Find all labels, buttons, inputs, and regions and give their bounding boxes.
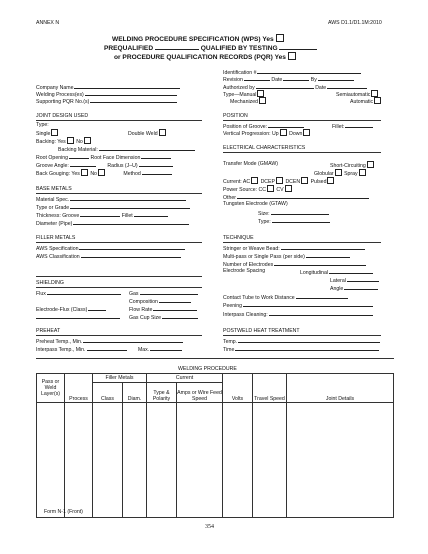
automatic-row: Automatic xyxy=(350,97,382,105)
thickness-groove-field[interactable] xyxy=(80,211,120,217)
back-gouging-method-field[interactable] xyxy=(142,169,172,175)
material-spec-field[interactable] xyxy=(70,195,186,201)
class-cell[interactable] xyxy=(93,403,123,518)
automatic-checkbox[interactable] xyxy=(374,97,381,104)
other-field[interactable] xyxy=(237,193,369,199)
tungsten-size-field[interactable] xyxy=(271,209,329,215)
pwht-rule xyxy=(223,335,381,336)
identification-row: Identification # xyxy=(223,68,361,76)
thickness-row: Thickness: Groove Fillet xyxy=(36,211,168,219)
groove-angle-field[interactable] xyxy=(70,161,96,167)
base-metals-rule xyxy=(36,193,202,194)
process-header: Process xyxy=(65,374,93,403)
position-rule xyxy=(223,120,381,121)
gas-cup-size-row: Gas Cup Size xyxy=(129,313,198,321)
backing-yes-checkbox[interactable] xyxy=(67,137,74,144)
title-line-1: WELDING PROCEDURE SPECIFICATION (WPS) Yes xyxy=(112,34,284,44)
multipass-field[interactable] xyxy=(306,252,350,258)
pass-or-weld-header: Pass or Weld Layer(s) xyxy=(37,374,65,403)
tungsten-type-field[interactable] xyxy=(272,217,330,223)
pwht-time-field[interactable] xyxy=(235,345,379,351)
gas-row: Gas xyxy=(129,289,198,297)
peening-row: Peening xyxy=(223,301,373,309)
shielding-rule xyxy=(36,287,202,288)
composition-row: Composition xyxy=(129,297,191,305)
form-label: Form N-1 (Front) xyxy=(44,509,83,515)
revision-date-field[interactable] xyxy=(283,75,309,81)
interpass-cleaning-row: Interpass Cleaning: xyxy=(223,310,373,318)
qualified-by-testing-field[interactable] xyxy=(279,43,317,50)
pulsed-checkbox[interactable] xyxy=(327,177,334,184)
preheat-temp-row: Preheat Temp., Min. xyxy=(36,337,183,345)
pqr-yes-checkbox[interactable] xyxy=(288,52,296,60)
single-row: Single xyxy=(36,129,59,137)
dcep-checkbox[interactable] xyxy=(276,177,283,184)
annex-label: ANNEX N xyxy=(36,20,60,26)
backing-material-row: Backing Material: xyxy=(58,145,195,153)
short-circuiting-checkbox[interactable] xyxy=(367,161,374,168)
multipass-row: Multi-pass or Single Pass (per side) xyxy=(223,252,350,260)
root-opening-field[interactable] xyxy=(69,153,89,159)
revision-field[interactable] xyxy=(244,75,270,81)
position-heading: POSITION xyxy=(223,113,248,119)
joint-design-rule xyxy=(36,120,202,121)
thickness-fillet-field[interactable] xyxy=(134,211,168,217)
joint-details-header: Joint Details xyxy=(287,374,394,403)
interpass-max-field[interactable] xyxy=(150,345,182,351)
filler-metals-header: Filler Metals xyxy=(93,374,147,383)
flux-field[interactable] xyxy=(47,289,121,295)
semiautomatic-checkbox[interactable] xyxy=(371,90,378,97)
gas-field[interactable] xyxy=(140,289,198,295)
amps-wire-header: Amps or Wire Feed Speed xyxy=(177,383,223,403)
power-source-row: Power Source: CC CV xyxy=(223,185,293,193)
root-face-field[interactable] xyxy=(141,153,171,159)
groove-angle-row: Groove Angle: Radius (J–U) xyxy=(36,161,173,169)
double-weld-checkbox[interactable] xyxy=(159,129,166,136)
angle-row: Angle xyxy=(330,284,378,292)
amps-wire-cell[interactable] xyxy=(177,403,223,518)
root-opening-row: Root Opening Root Face Dimension xyxy=(36,153,171,161)
globular-spray-row: Globular Spray xyxy=(314,169,367,177)
welding-procedure-table xyxy=(36,373,394,518)
filler-metals-heading: FILLER METALS xyxy=(36,235,76,241)
shielding-heading: SHIELDING xyxy=(36,280,64,286)
double-weld-row: Double Weld xyxy=(128,129,167,137)
diameter-row: Diameter (Pipe) xyxy=(36,219,189,227)
flow-rate-field[interactable] xyxy=(153,305,197,311)
type-grade-field[interactable] xyxy=(70,203,190,209)
travel-speed-cell[interactable] xyxy=(253,403,287,518)
flux-row: Flux xyxy=(36,289,121,297)
num-electrodes-row: Number of Electrodes xyxy=(223,260,366,268)
technique-heading: TECHNIQUE xyxy=(223,235,254,241)
backing-material-field[interactable] xyxy=(99,145,195,151)
type-polarity-header: Type & Polarity xyxy=(147,383,177,403)
identification-field[interactable] xyxy=(257,68,361,74)
backing-row: Backing: Yes No xyxy=(36,137,92,145)
title-line-3: or PROCEDURE QUALIFICATION RECORDS (PQR) Yes xyxy=(114,52,296,62)
interpass-cleaning-field[interactable] xyxy=(269,310,373,316)
composition-field[interactable] xyxy=(159,297,191,303)
aws-class-row: AWS Classification xyxy=(36,252,181,260)
authorized-date-field[interactable] xyxy=(327,83,367,89)
num-electrodes-field[interactable] xyxy=(274,260,366,266)
volts-header: Volts xyxy=(223,374,253,403)
filler-metals-rule xyxy=(36,242,202,243)
contact-tube-field[interactable] xyxy=(296,293,348,299)
down-checkbox[interactable] xyxy=(303,129,310,136)
electrode-flux-row: Electrode-Flux (Class) xyxy=(36,305,106,313)
supporting-pqr-row: Supporting PQR No.(s) xyxy=(36,97,177,105)
title-line-2: PREQUALIFIED QUALIFIED BY TESTING xyxy=(104,43,317,53)
groove-position-row: Position of Groove: xyxy=(223,122,304,130)
transfer-mode-label: Transfer Mode (GMAW) xyxy=(223,161,278,167)
electrode-flux-extra-field[interactable] xyxy=(36,313,120,319)
longitudinal-row: Longitudinal xyxy=(300,268,373,276)
tungsten-label: Tungsten Electrode (GTAW) xyxy=(223,201,288,207)
welding-procedure-title: WELDING PROCEDURE xyxy=(178,366,237,372)
preheat-temp-field[interactable] xyxy=(83,337,183,343)
authorized-by-field[interactable] xyxy=(256,83,314,89)
fillet-position-field[interactable] xyxy=(345,122,373,128)
type-polarity-cell[interactable] xyxy=(147,403,177,518)
page-number: 354 xyxy=(205,524,214,530)
globular-checkbox[interactable] xyxy=(335,169,342,176)
manual-checkbox[interactable] xyxy=(257,90,264,97)
tungsten-type-row: Type: xyxy=(258,217,330,225)
electrical-rule xyxy=(223,152,381,153)
electrical-heading: ELECTRICAL CHARACTERISTICS xyxy=(223,145,306,151)
mechanized-row: Mechanized xyxy=(230,97,267,105)
travel-speed-header: Travel Speed xyxy=(253,374,287,403)
pass-cell[interactable] xyxy=(37,403,65,518)
type-manual-row: Type—Manual xyxy=(223,90,265,98)
longitudinal-field[interactable] xyxy=(329,268,373,274)
joint-design-heading: JOINT DESIGN USED xyxy=(36,113,89,119)
vertical-progression-row: Vertical Progression: Up Down xyxy=(223,129,311,137)
company-name-field[interactable] xyxy=(74,83,180,89)
back-gouging-row: Back Gouging: Yes No Method xyxy=(36,169,172,177)
joint-type-label: Type: xyxy=(36,122,49,128)
interpass-temp-row: Interpass Temp., Min. Max. xyxy=(36,345,182,353)
pwht-temp-field[interactable] xyxy=(238,337,380,343)
ac-checkbox[interactable] xyxy=(251,177,258,184)
groove-position-field[interactable] xyxy=(268,122,304,128)
prequalified-field[interactable] xyxy=(155,43,199,50)
standard-label: AWS D1.1/D1.1M:2010 xyxy=(328,20,382,26)
preheat-heading: PREHEAT xyxy=(36,328,61,334)
aws-spec-row: AWS Specification xyxy=(36,244,185,252)
pwht-time-row: Time xyxy=(223,345,379,353)
joint-details-cell[interactable] xyxy=(287,403,394,518)
semiautomatic-row: Semiautomatic xyxy=(336,90,379,98)
angle-field[interactable] xyxy=(344,284,378,290)
current-header: Current xyxy=(147,374,223,383)
spray-checkbox[interactable] xyxy=(359,169,366,176)
current-row: Current: AC DCEP DCEN Pulsed xyxy=(223,177,335,185)
other-row: Other xyxy=(223,193,369,201)
cc-checkbox[interactable] xyxy=(267,185,274,192)
diameter-field[interactable] xyxy=(73,219,189,225)
dcen-checkbox[interactable] xyxy=(301,177,308,184)
welding-processes-row: Welding Process(es) xyxy=(36,90,177,98)
up-checkbox[interactable] xyxy=(280,129,287,136)
authorized-row: Authorized by Date xyxy=(223,83,367,91)
material-spec-row: Material Spec. xyxy=(36,195,186,203)
volts-cell[interactable] xyxy=(223,403,253,518)
revision-by-field[interactable] xyxy=(318,75,354,81)
table-top-rule xyxy=(36,358,394,359)
electrode-flux-extra-row xyxy=(36,313,120,321)
pwht-heading: POSTWELD HEAT TREATMENT xyxy=(223,328,300,334)
mechanized-checkbox[interactable] xyxy=(259,97,266,104)
preheat-rule xyxy=(36,335,202,336)
peening-field[interactable] xyxy=(243,301,373,307)
stringer-field[interactable] xyxy=(281,244,365,250)
radius-field[interactable] xyxy=(139,161,173,167)
flow-rate-row: Flow Rate xyxy=(129,305,197,313)
diam-header: Diam. xyxy=(123,383,147,403)
gas-cup-size-field[interactable] xyxy=(162,313,198,319)
supporting-pqr-field[interactable] xyxy=(90,97,177,103)
type-grade-row: Type or Grade xyxy=(36,203,190,211)
electrode-spacing-label: Electrode Spacing xyxy=(223,268,266,274)
fillet-position-row: Fillet: xyxy=(332,122,373,130)
interpass-temp-field[interactable] xyxy=(87,345,127,351)
backing-no-checkbox[interactable] xyxy=(84,137,91,144)
stringer-row: Stringer or Weave Bead: xyxy=(223,244,365,252)
single-checkbox[interactable] xyxy=(51,129,58,136)
pwht-temp-row: Temp. xyxy=(223,337,380,345)
lateral-row: Lateral xyxy=(330,276,379,284)
technique-rule xyxy=(223,242,381,243)
diam-cell[interactable] xyxy=(123,403,147,518)
class-header: Class xyxy=(93,383,123,403)
shielding-top-rule xyxy=(36,276,202,277)
tungsten-size-row: Size: xyxy=(258,209,329,217)
base-metals-heading: BASE METALS xyxy=(36,186,72,192)
revision-row: Revision Date By xyxy=(223,75,354,83)
lateral-field[interactable] xyxy=(347,276,379,282)
company-name-row: Company Name xyxy=(36,83,180,91)
wps-yes-checkbox[interactable] xyxy=(276,34,284,42)
welding-processes-field[interactable] xyxy=(85,90,177,96)
contact-tube-row: Contact Tube to Work Distance xyxy=(223,293,348,301)
process-cell[interactable] xyxy=(65,403,93,518)
short-circuiting-row: Short-Circuiting xyxy=(330,161,375,169)
cv-checkbox[interactable] xyxy=(285,185,292,192)
back-gouging-no-checkbox[interactable] xyxy=(98,169,105,176)
aws-spec-field[interactable] xyxy=(79,244,185,250)
electrode-flux-field[interactable] xyxy=(88,305,106,311)
aws-class-field[interactable] xyxy=(81,252,181,258)
back-gouging-yes-checkbox[interactable] xyxy=(81,169,88,176)
